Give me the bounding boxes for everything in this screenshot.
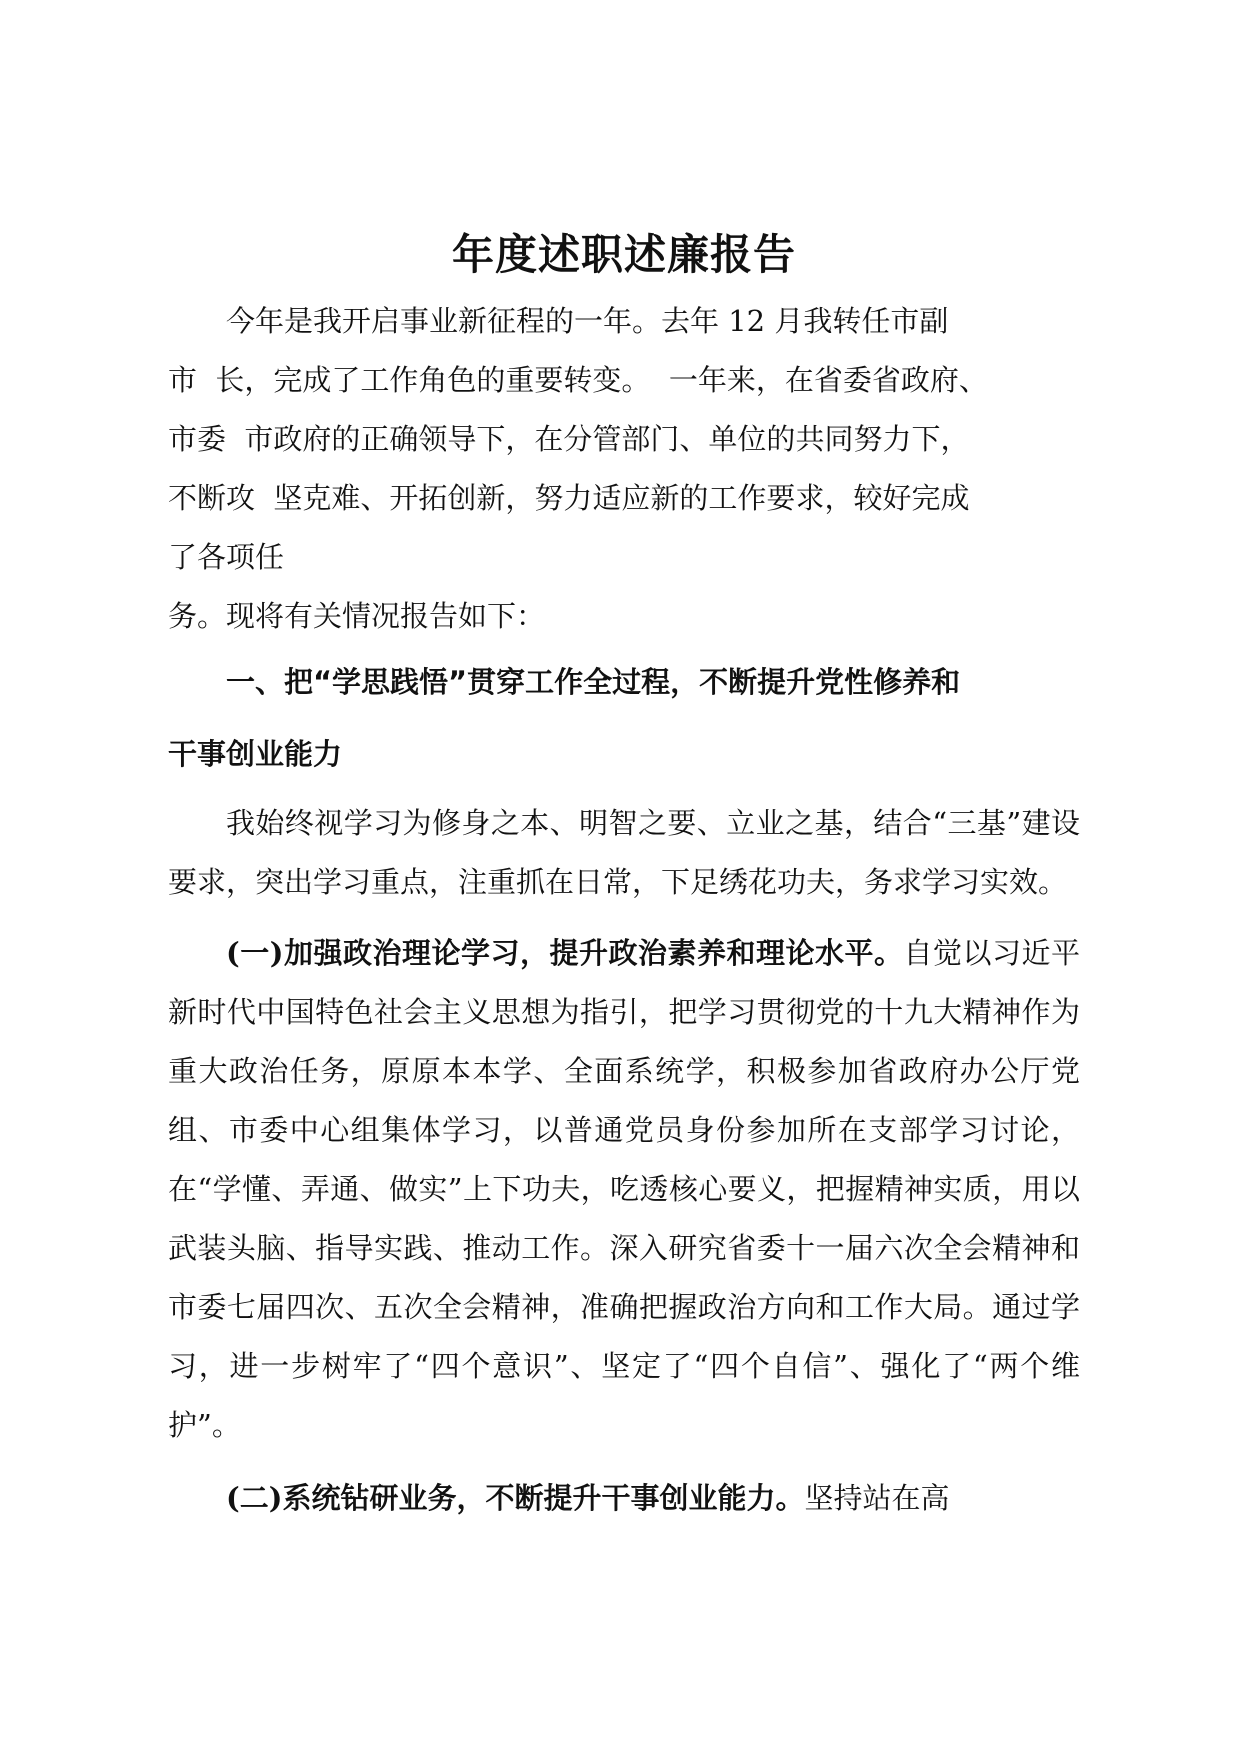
subsection-paragraph <box>168 1469 1080 1528</box>
section-heading-line: 干事创业能力 <box>168 737 343 771</box>
intro-line: 市委 市政府的正确领导下，在分管部门、单位的共同努力下， <box>168 422 970 456</box>
document-page <box>168 222 1080 1528</box>
subsection-paragraph <box>168 924 1080 1455</box>
subsection-text: 自觉以习近平新时代中国特色社会主义思想为指引，把学习贯彻党的十九大精神作为重大政治任务，原原本本学、全面系统学，积极参加省政府办公厅党组、市委中心组集体学习，以普通党员身份参加所在支部学习讨论，在“学懂、弄通、做实”上下功夫，吃透核心要义，把握精神实质，用以武装头脑、指导实践、推动工作。深入研究省委十一届六次全会精神和市委七届四次、五次全会精神，准确把握政治方向和工作大局。通过学习，进一步树牢了“四个意识”、坚定了“四个自信”、强化了“两个维护”。 <box>168 936 1080 1442</box>
intro-paragraph <box>168 292 1080 646</box>
subsection-heading: (二)系统钻研业务，不断提升干事创业能力。 <box>226 1481 805 1515</box>
intro-line: 市 长，完成了工作角色的重要转变。 一年来，在省委省政府、 <box>168 363 988 397</box>
study-paragraph: 我始终视学习为修身之本、明智之要、立业之基，结合“三基”建设要求，突出学习重点，注重抓在日常，下足绣花功夫，务求学习实效。 <box>168 806 1080 899</box>
intro-line: 务。现将有关情况报告如下： <box>168 599 546 633</box>
section-heading-line: 一、把“学思践悟”贯穿工作全过程，不断提升党性修养和 <box>226 665 961 699</box>
intro-line: 今年是我开启事业新征程的一年。去年 12 月我转任市副 <box>226 304 949 338</box>
intro-line: 不断攻 坚克难、开拓创新，努力适应新的工作要求，较好完成 <box>168 481 970 515</box>
document-title: 年度述职述廉报告 <box>451 230 796 279</box>
subsection-heading: (一)加强政治理论学习，提升政治素养和理论水平。 <box>226 936 904 970</box>
subsection-text: 坚持站在高 <box>804 1481 950 1515</box>
section-heading <box>168 646 1080 790</box>
intro-line: 了各项任 <box>168 540 285 574</box>
